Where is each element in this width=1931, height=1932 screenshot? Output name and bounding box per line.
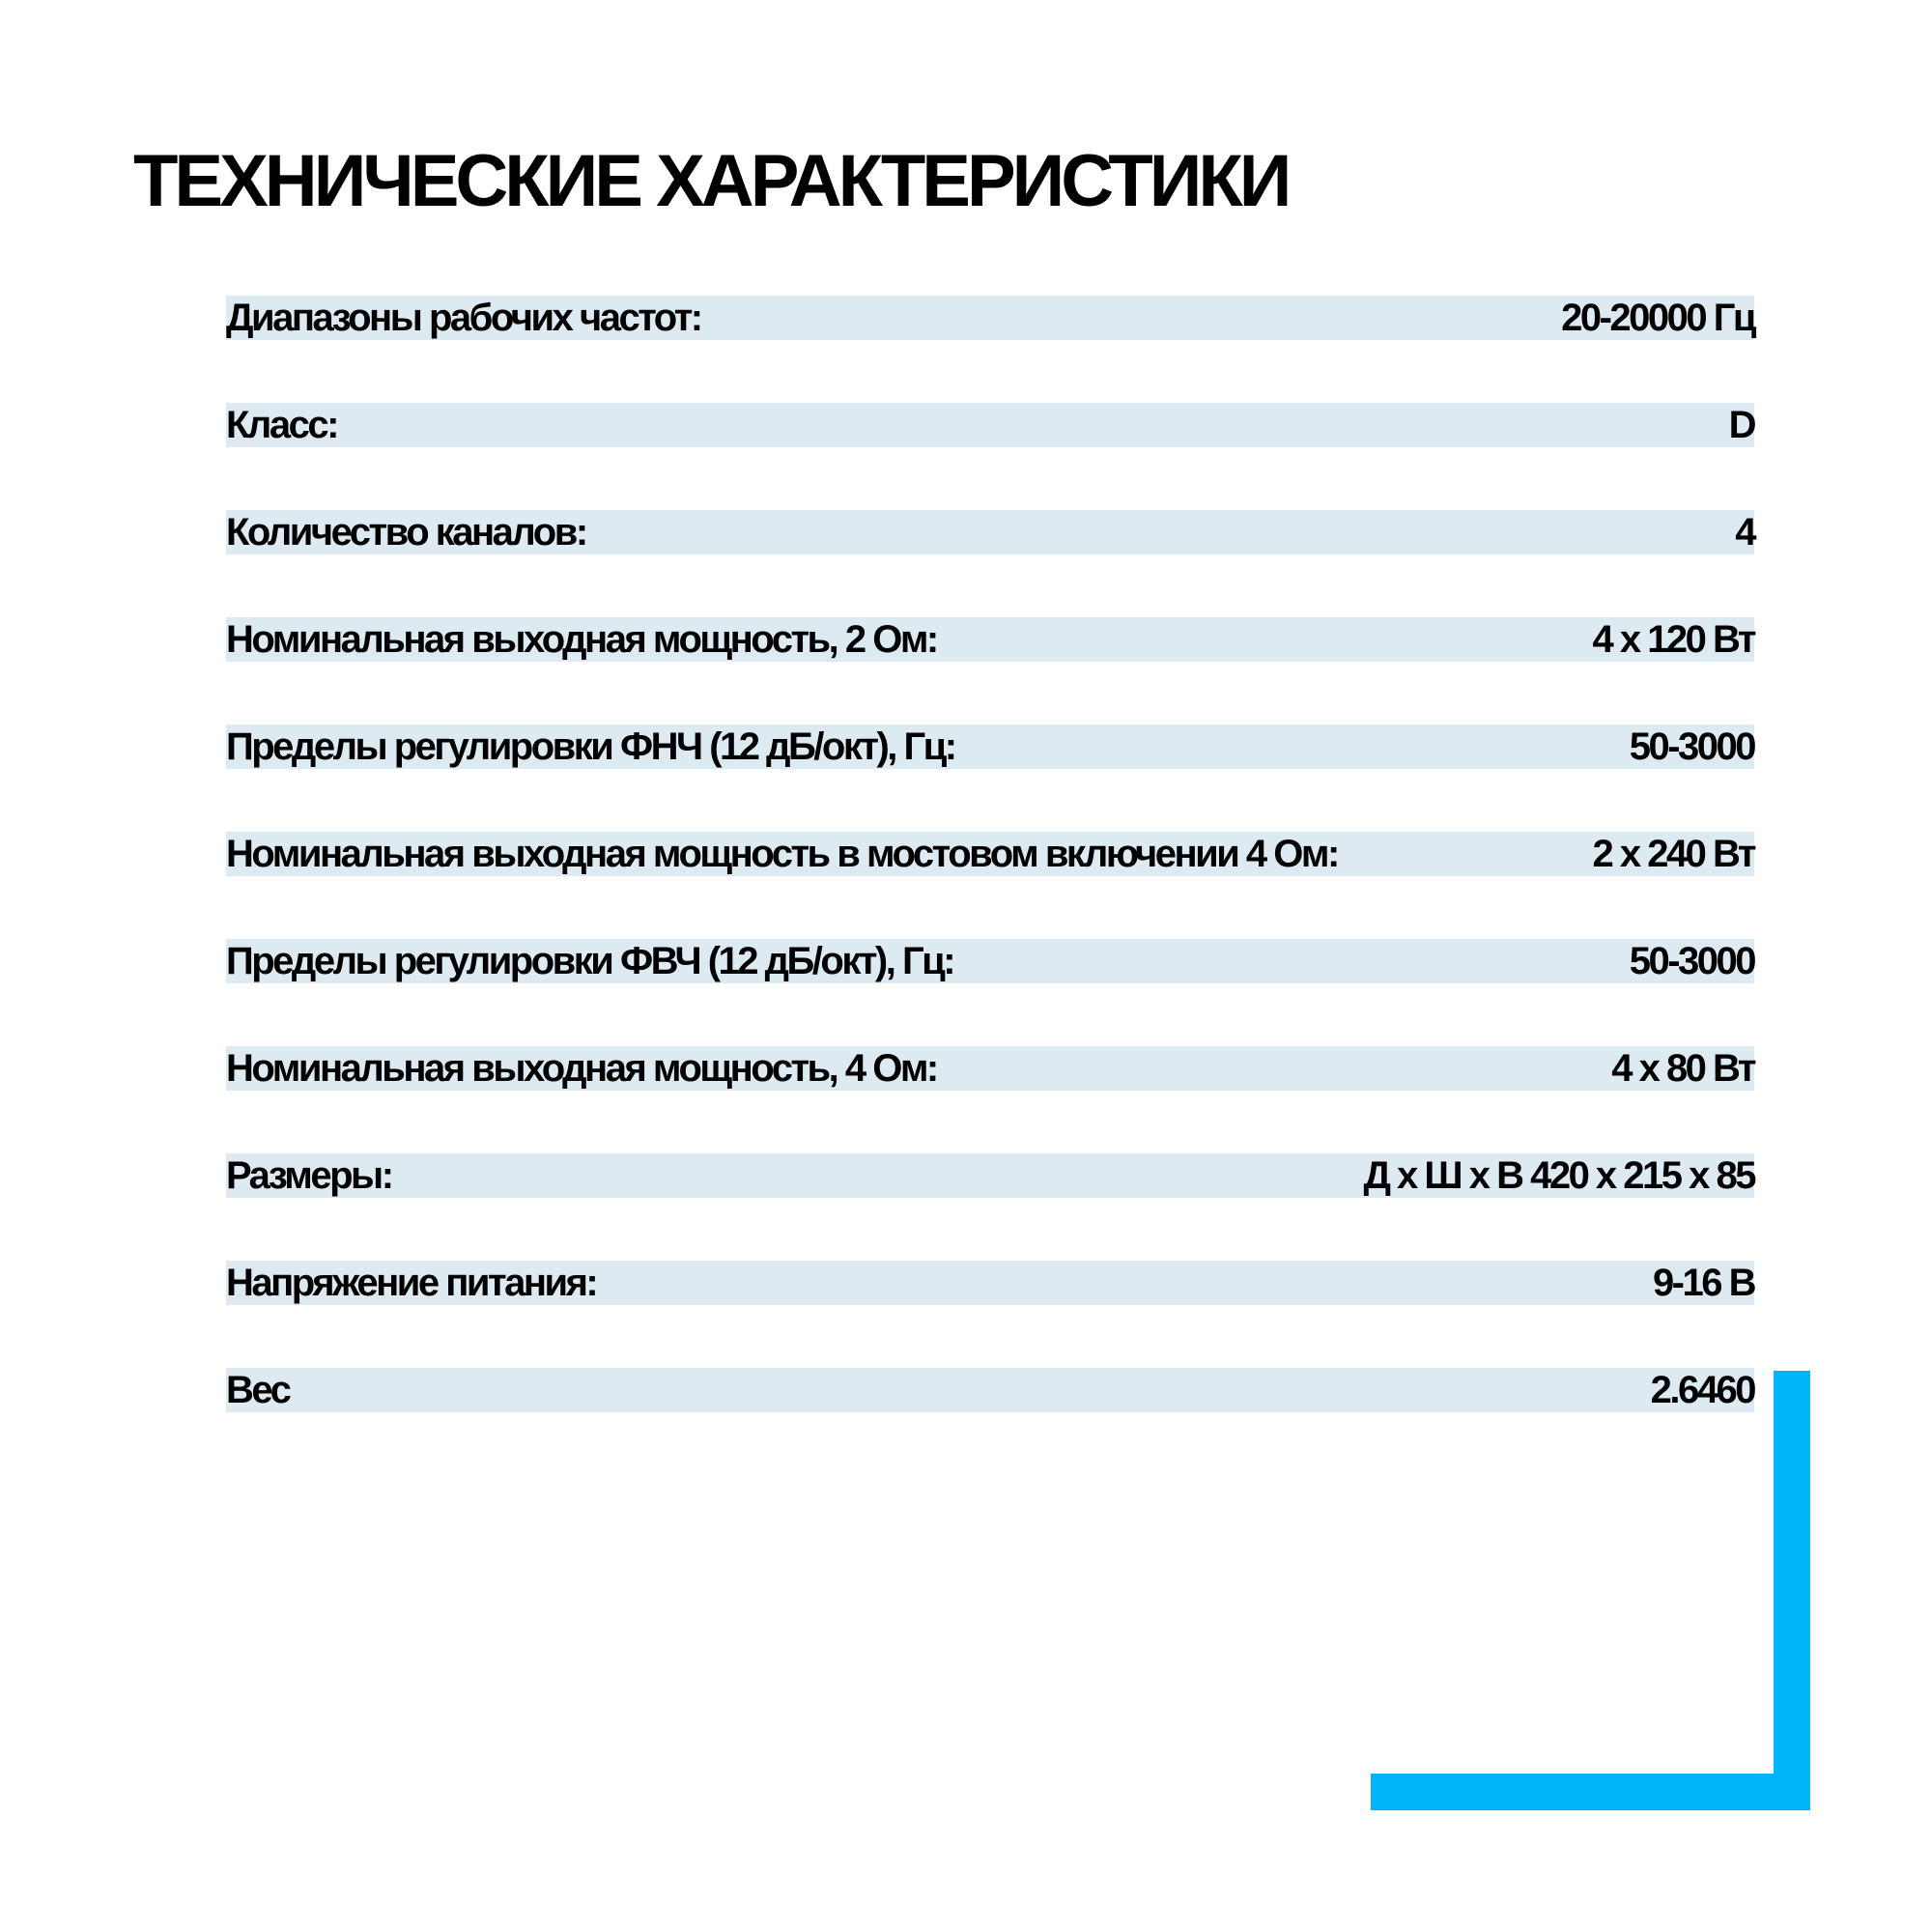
spec-value: 50-3000 <box>1629 940 1754 982</box>
spec-label: Пределы регулировки ФВЧ (12 дБ/окт), Гц: <box>226 940 954 982</box>
spec-value: 2.6460 <box>1650 1369 1754 1411</box>
spec-row-class <box>226 403 1754 447</box>
spec-row-bridge-power <box>226 832 1754 876</box>
spec-value: 20-20000 Гц <box>1561 297 1754 339</box>
spec-label: Номинальная выходная мощность, 4 Ом: <box>226 1047 937 1090</box>
spec-label: Номинальная выходная мощность в мостовом включении 4 Ом: <box>226 833 1338 875</box>
spec-value: D <box>1728 404 1754 446</box>
spec-row-frequency-range <box>226 296 1754 340</box>
spec-row-channels <box>226 510 1754 554</box>
specs-table <box>226 296 1754 1475</box>
spec-label: Количество каналов: <box>226 511 586 554</box>
spec-label: Пределы регулировки ФНЧ (12 дБ/окт), Гц: <box>226 725 955 768</box>
spec-label: Класс: <box>226 404 337 446</box>
spec-value: 4 <box>1735 511 1754 554</box>
page-title: ТЕХНИЧЕСКИЕ ХАРАКТЕРИСТИКИ <box>133 140 1289 222</box>
corner-bracket-decoration <box>1371 1371 1810 1810</box>
bracket-vertical-bar <box>1774 1371 1810 1810</box>
spec-row-hpf-range <box>226 939 1754 983</box>
spec-row-dimensions <box>226 1153 1754 1198</box>
spec-value: 4 x 120 Вт <box>1592 618 1754 661</box>
spec-row-supply-voltage <box>226 1261 1754 1305</box>
spec-label: Размеры: <box>226 1154 392 1197</box>
spec-row-lpf-range <box>226 724 1754 769</box>
bracket-horizontal-bar <box>1371 1774 1810 1810</box>
spec-value: Д x Ш x В 420 x 215 x 85 <box>1363 1154 1754 1197</box>
spec-label: Вес <box>226 1369 290 1411</box>
spec-label: Напряжение питания: <box>226 1262 597 1304</box>
spec-row-power-2-ohm <box>226 617 1754 662</box>
spec-row-power-4-ohm <box>226 1046 1754 1091</box>
spec-label: Диапазоны рабочих частот: <box>226 297 701 339</box>
spec-value: 50-3000 <box>1629 725 1754 768</box>
spec-label: Номинальная выходная мощность, 2 Ом: <box>226 618 937 661</box>
spec-value: 2 x 240 Вт <box>1592 833 1754 875</box>
spec-value: 9-16 В <box>1652 1262 1754 1304</box>
spec-value: 4 x 80 Вт <box>1611 1047 1754 1090</box>
